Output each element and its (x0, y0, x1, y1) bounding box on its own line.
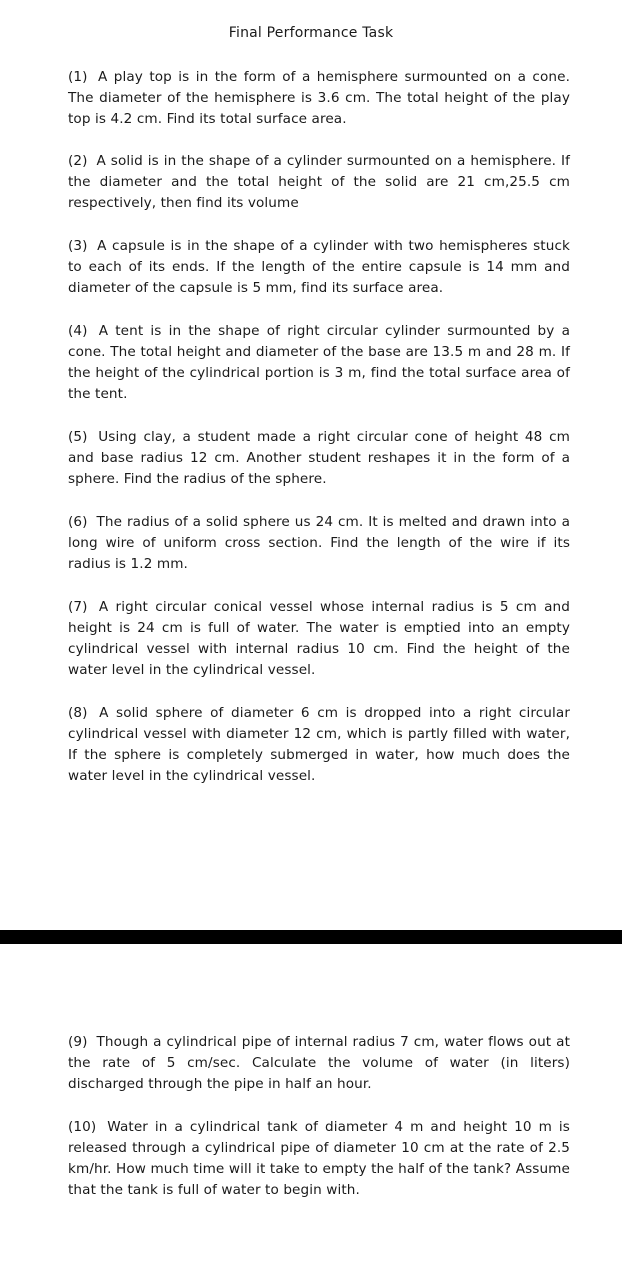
document-page-2 (0, 944, 622, 1265)
question-text: Water in a cylindrical tank of diameter 4 m and height 10 m is released through a cylindrical pipe of diameter 10 cm at the rate of 2.5 km/hr. How much time will it take to empty the half of the tank? Assume that the tank is full of water to begin with. (68, 1119, 570, 1198)
question-9 (68, 1032, 570, 1095)
question-number: (1) (68, 69, 88, 85)
question-number: (8) (68, 705, 88, 721)
question-6 (68, 512, 570, 575)
question-number: (4) (68, 323, 88, 339)
question-1 (68, 67, 570, 130)
question-text: A tent is in the shape of right circular cylinder surmounted by a cone. The total height and diameter of the base are 13.5 m and 28 m. If the height of the cylindrical portion is 3 m, find the total surface area of the tent. (68, 323, 570, 402)
question-text: A solid is in the shape of a cylinder surmounted on a hemisphere. If the diameter and the total height of the solid are 21 cm,25.5 cm respectively, then find its volume (68, 153, 570, 211)
page-break-divider (0, 930, 622, 944)
question-text: Though a cylindrical pipe of internal radius 7 cm, water flows out at the rate of 5 cm/sec. Calculate the volume of water (in liters) discharged through the pipe in half an hour. (68, 1034, 570, 1092)
question-number: (6) (68, 514, 88, 530)
question-number: (10) (68, 1119, 97, 1135)
question-number: (5) (68, 429, 88, 445)
question-10 (68, 1117, 570, 1201)
question-8 (68, 703, 570, 787)
question-5 (68, 427, 570, 490)
question-text: A solid sphere of diameter 6 cm is dropped into a right circular cylindrical vessel with diameter 12 cm, which is partly filled with water, If the sphere is completely submerged in water, how much does the water level in the cylindrical vessel. (68, 705, 571, 784)
question-text: A right circular conical vessel whose internal radius is 5 cm and height is 24 cm is full of water. The water is emptied into an empty cylindrical vessel with internal radius 10 cm. Find the height of the water level in the cylindrical vessel. (68, 599, 570, 678)
question-number: (3) (68, 238, 88, 254)
question-text: A play top is in the form of a hemisphere surmounted on a cone. The diameter of the hemisphere is 3.6 cm. The total height of the play top is 4.2 cm. Find its total surface area. (68, 69, 571, 127)
question-4 (68, 321, 570, 405)
question-2 (68, 151, 570, 214)
question-text: Using clay, a student made a right circular cone of height 48 cm and base radius 12 cm. Another student reshapes it in the form of a sphere. Find the radius of the sphere. (68, 429, 570, 487)
question-7 (68, 597, 570, 681)
question-number: (2) (68, 153, 88, 169)
page-title: Final Performance Task (228, 25, 394, 41)
question-number: (7) (68, 599, 88, 615)
question-text: The radius of a solid sphere us 24 cm. It is melted and drawn into a long wire of uniform cross section. Find the length of the wire if its radius is 1.2 mm. (68, 514, 570, 572)
question-text: A capsule is in the shape of a cylinder with two hemispheres stuck to each of its ends. If the length of the entire capsule is 14 mm and diameter of the capsule is 5 mm, find its surface area. (68, 238, 570, 296)
question-number: (9) (68, 1034, 88, 1050)
question-3 (68, 236, 570, 299)
